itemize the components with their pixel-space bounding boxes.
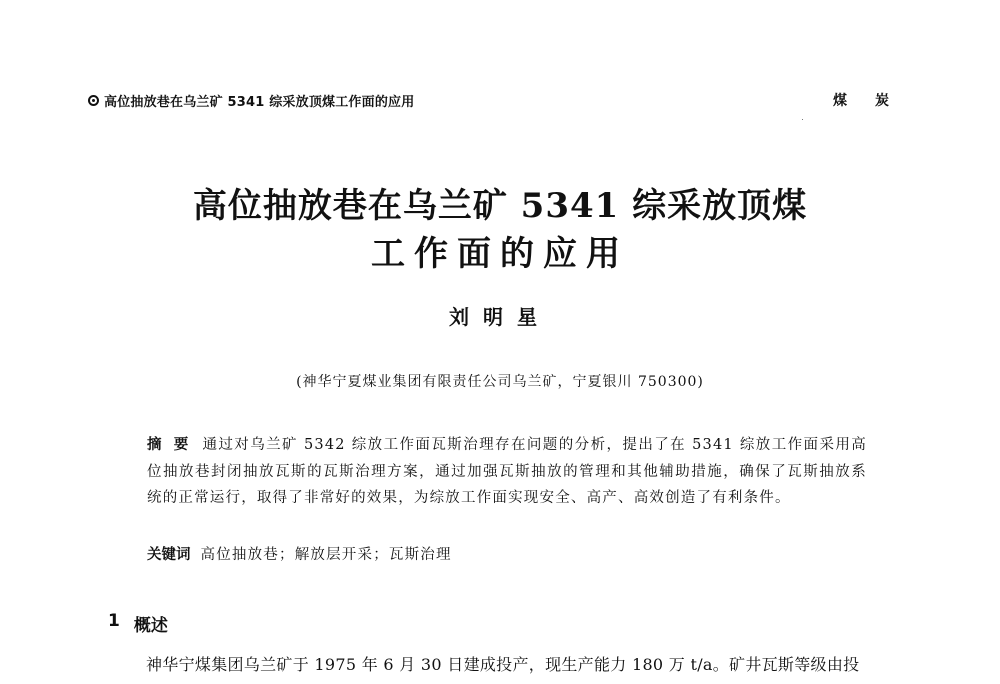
circle-bullet-icon bbox=[88, 95, 99, 106]
running-title-group bbox=[88, 91, 414, 110]
title-line-2: 工作面的应用 bbox=[371, 234, 629, 274]
keywords-text: 高位抽放巷；解放层开采；瓦斯治理 bbox=[200, 547, 452, 563]
running-title: 高位抽放巷在乌兰矿 5341 综采放顶煤工作面的应用 bbox=[104, 95, 415, 110]
abstract-label: 摘要 bbox=[147, 437, 201, 453]
body-paragraph: 神华宁煤集团乌兰矿于 1975 年 6 月 30 日建成投产，现生产能力 180 万 t/a。矿井瓦斯等级由投 bbox=[146, 655, 860, 674]
author-affiliation: (神华宁夏煤业集团有限责任公司乌兰矿，宁夏银川 750300) bbox=[296, 374, 704, 390]
scan-speck bbox=[802, 119, 803, 120]
author-name: 刘明星 bbox=[449, 305, 551, 329]
section-title: 概述 bbox=[133, 616, 168, 636]
abstract bbox=[147, 432, 867, 512]
running-header bbox=[0, 0, 1000, 125]
article-title bbox=[0, 182, 1000, 278]
journal-name: 煤炭 bbox=[833, 93, 917, 109]
title-line-1: 高位抽放巷在乌兰矿 5341 综采放顶煤 bbox=[192, 186, 808, 226]
abstract-text: 通过对乌兰矿 5342 综放工作面瓦斯治理存在问题的分析，提出了在 5341 综放工作面采用高位抽放巷封闭抽放瓦斯的瓦斯治理方案，通过加强瓦斯抽放的管理和其他辅助措施，确保了瓦斯抽放系统的正常运行，取得了非常好的效果，为综放工作面实现安全、高产、高效创造了有利条件。 bbox=[147, 437, 868, 506]
keywords-label: 关键词 bbox=[147, 547, 191, 563]
section-heading bbox=[108, 611, 168, 636]
keywords bbox=[147, 542, 867, 568]
section-number: 1 bbox=[108, 611, 120, 631]
